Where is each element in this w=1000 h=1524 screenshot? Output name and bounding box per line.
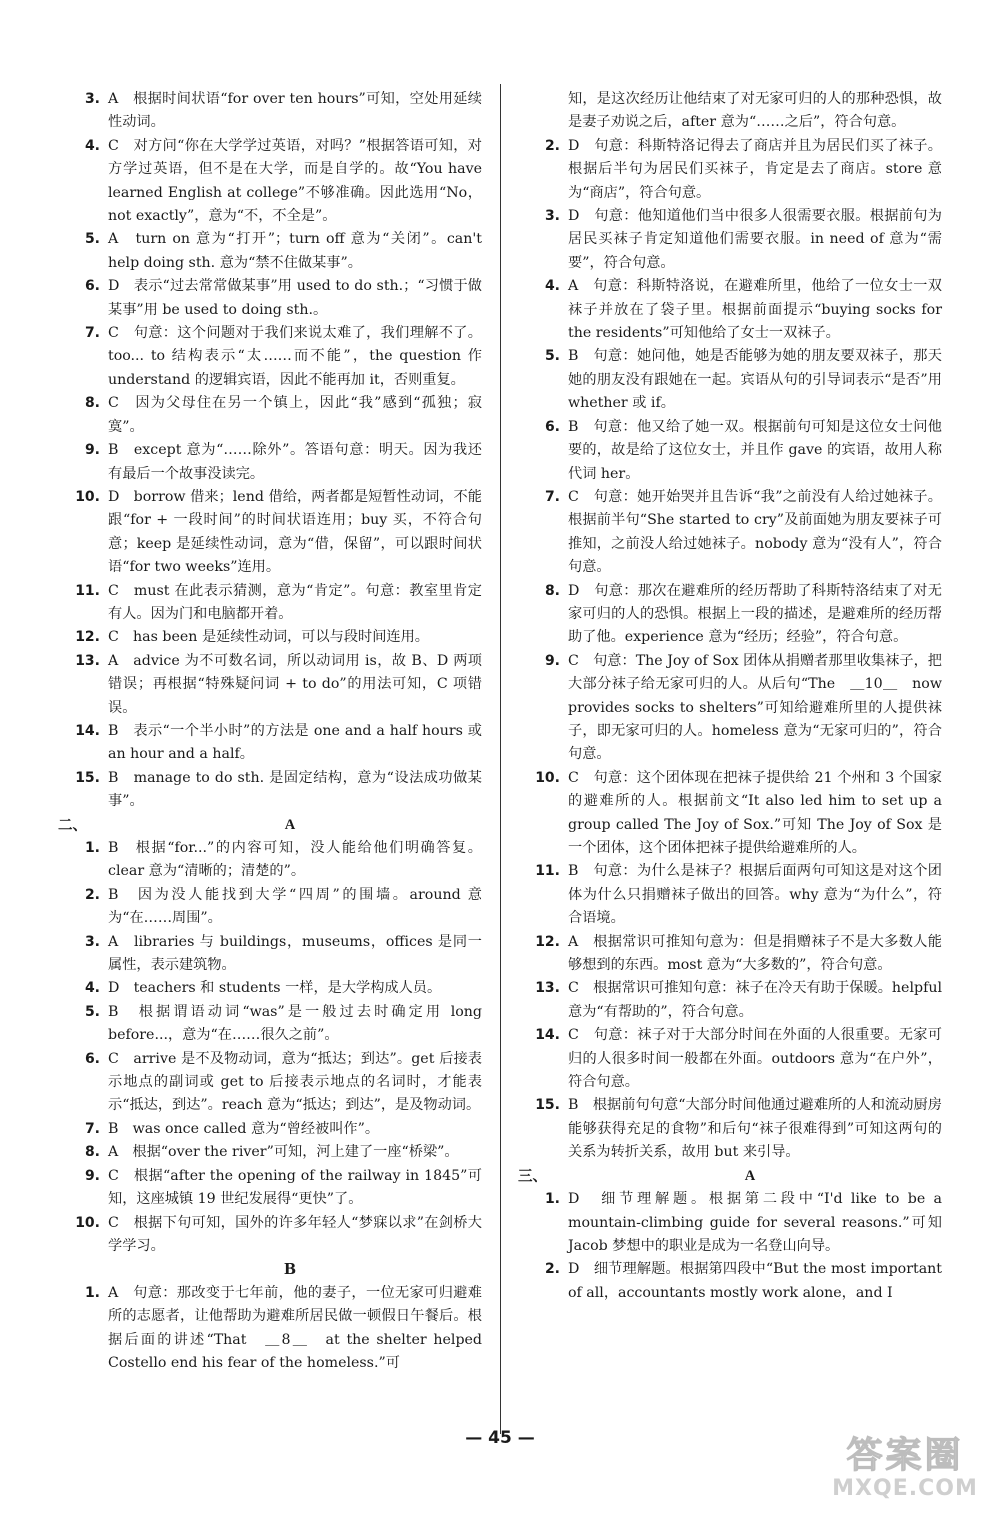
- item-text: C 句意：这个问题对于我们来说太难了，我们理解不了。too... to 结构表示“太……而不能”，the question 作 understand 的逻辑宾语，因此不能再加 it，否则重复。: [108, 325, 482, 388]
- answer-item: [58, 580, 482, 627]
- item-number: 1.: [84, 1284, 100, 1301]
- item-text: C 对方问“你在大学学过英语，对吗？”根据答语可知，对方学过英语，但不是在大学，而是自学的。故“You have learned English at college”不够准确。因此选用“No，not exactly”，意为“不，不全是”。: [108, 137, 482, 225]
- subsection-title: B: [283, 1261, 297, 1279]
- item-number: 11.: [535, 863, 560, 880]
- item-number: 2.: [84, 886, 100, 903]
- item-text: A 根据时间状语“for over ten hours”可知，空处用延续性动词。: [108, 91, 482, 131]
- item-number: 2.: [544, 137, 560, 154]
- item-text: D 表示“过去常常做某事”用 used to do sth.；“习惯于做某事”用 be used to doing sth.。: [108, 278, 482, 318]
- page-number: — 45 —: [465, 1428, 535, 1448]
- item-text: D teachers 和 students 一样，是大学构成人员。: [108, 980, 442, 997]
- section-label: 三、: [518, 1167, 547, 1185]
- item-text: D 句意：他知道他们当中很多人很需要衣服。根据前句为居民买袜子肯定知道他们需要衣服。in need of 意为“需要”，符合句意。: [568, 208, 942, 271]
- item-text: D borrow 借来；lend 借给，两者都是短暂性动词，不能跟“for + 一段时间”的时间状语连用；buy 买，不符合句意；keep 是延续性动词，意为“借，保留”，可以跟时间状语“for two weeks”连用。: [108, 488, 482, 576]
- answer-item: [58, 1212, 482, 1259]
- item-number: 3.: [544, 208, 560, 225]
- answer-item: [518, 931, 942, 978]
- item-text: D 细节理解题。根据第四段中“But the most important of all，accountants mostly work alone，and I: [568, 1261, 942, 1301]
- answer-item: [58, 1141, 482, 1164]
- item-text: A 根据常识可推知句意为：但是捐赠袜子不是大多数人能够想到的东西。most 意为“大多数的”，符合句意。: [568, 933, 942, 974]
- watermark-logo: [830, 1436, 980, 1506]
- answer-item: [58, 1282, 482, 1376]
- item-number: 11.: [75, 582, 100, 599]
- item-number: 7.: [84, 1120, 100, 1137]
- item-number: 4.: [544, 278, 560, 295]
- item-number: 8.: [84, 395, 100, 412]
- answer-item: [518, 416, 942, 486]
- item-number: 13.: [75, 652, 100, 669]
- item-text: C 句意：The Joy of Sox 团体从捐赠者那里收集袜子，把大部分袜子给无家可归的人。从后句“The ＿10＿ now provides socks to shelters”可知给避难所里的人提供袜子，即无家可归的人。homeless 意为“无家可归的”，符合句意。: [568, 652, 942, 763]
- section-title: A: [284, 816, 296, 833]
- item-number: 6.: [84, 1050, 100, 1067]
- item-number: 10.: [535, 769, 560, 786]
- item-text: C 因为父母住在另一个镇上，因此“我”感到“孤独；寂寞”。: [108, 395, 482, 435]
- answer-item: [58, 228, 482, 275]
- watermark-bottom-text: MXQE.COM: [832, 1476, 978, 1501]
- item-text: B was once called 意为“曾经被叫作”。: [108, 1120, 380, 1137]
- section-label: 二、: [58, 816, 87, 834]
- item-number: 15.: [535, 1097, 560, 1114]
- continued-text: 知，是这次经历让他结束了对无家可归的人的那种恐惧，故是妻子劝说之后，after 意为“……之后”，符合句意。: [568, 91, 942, 131]
- item-number: 4.: [84, 980, 100, 997]
- section3-list: [518, 1188, 942, 1305]
- answer-item: [518, 275, 942, 345]
- item-text: C 句意：这个团体现在把袜子提供给 21 个州和 3 个国家的避难所的人。根据前文“It also led him to set up a group called The Joy of Sox.”可知 The Joy of Sox 是一个团体，这个团体把袜子提供给避难所的人。: [568, 769, 942, 856]
- item-text: B 根据谓语动词“was”是一般过去时确定用 long before...，意为“在……很久之前”。: [108, 1003, 482, 1044]
- right-column: [518, 88, 942, 1305]
- section-heading: [518, 1165, 942, 1188]
- item-text: A 句意：那改变于七年前，他的妻子，一位无家可归避难所的志愿者，让他帮助为避难所居民做一顿假日午餐后。根据后面的讲述“That ＿8＿ at the shelter helped Costello end his fear of the homeless.”可: [108, 1284, 482, 1371]
- section1-list: [58, 88, 482, 814]
- answer-item: [518, 1188, 942, 1258]
- item-text: B 根据“for...”的内容可知，没人能给他们明确答复。clear 意为“清晰的；清楚的”。: [108, 840, 482, 880]
- item-text: C has been 是延续性动词，可以与段时间连用。: [108, 629, 429, 646]
- item-number: 5.: [544, 348, 560, 365]
- answer-item: [58, 392, 482, 439]
- answer-item: [58, 650, 482, 720]
- answer-item: [58, 1001, 482, 1048]
- item-text: B 句意：她问他，她是否能够为她的朋友要双袜子，那天她的朋友没有跟她在一起。宾语从句的引导词表示“是否”用 whether 或 if。: [568, 348, 942, 412]
- item-number: 10.: [75, 1214, 100, 1231]
- answer-item: [58, 486, 482, 580]
- answer-item: [58, 884, 482, 931]
- item-number: 7.: [544, 488, 560, 505]
- item-number: 13.: [535, 980, 560, 997]
- answer-item: [518, 1024, 942, 1094]
- answer-item: [58, 275, 482, 322]
- item-text: C 根据常识可推知句意：袜子在冷天有助于保暖。helpful 意为“有帮助的”，符合句意。: [568, 980, 942, 1020]
- item-text: C 根据下句可知，国外的许多年轻人“梦寐以求”在剑桥大学学习。: [108, 1214, 482, 1254]
- answer-item: [58, 837, 482, 884]
- answer-item: [58, 135, 482, 229]
- item-number: 5.: [84, 1003, 100, 1020]
- item-number: 9.: [544, 652, 560, 669]
- item-text: D 细节理解题。根据第二段中“I'd like to be a mountain-climbing guide for several reasons.”可知 Jacob 梦想中的职业是成为一名登山向导。: [568, 1191, 942, 1254]
- watermark-top-text: 答案圈: [846, 1435, 964, 1476]
- answer-item: [518, 135, 942, 205]
- item-number: 7.: [84, 325, 100, 342]
- item-number: 8.: [544, 582, 560, 599]
- item-text: B manage to do sth. 是固定结构，意为“设法成功做某事”。: [108, 769, 482, 810]
- item-text: A turn on 意为“打开”；turn off 意为“关闭”。can't help doing sth. 意为“禁不住做某事”。: [108, 231, 482, 271]
- section2b-list: [518, 135, 942, 1165]
- item-text: C 句意：袜子对于大部分时间在外面的人很重要。无家可归的人很多时间一般都在外面。outdoors 意为“在户外”，符合句意。: [568, 1027, 942, 1091]
- section2-list: [58, 837, 482, 1258]
- item-text: B 句意：他又给了她一双。根据前句可知是这位女士问他要的，故是给了这位女士，并且作 gave 的宾语，故用人称代词 her。: [568, 418, 942, 482]
- item-number: 1.: [84, 840, 100, 856]
- item-text: D 句意：那次在避难所的经历帮助了科斯特洛结束了对无家可归的人的恐惧。根据上一段的描述，是避难所的经历帮助了他。experience 意为“经历；经验”，符合句意。: [568, 582, 942, 646]
- item-number: 9.: [84, 442, 100, 459]
- answer-item: [58, 1048, 482, 1118]
- item-number: 10.: [75, 488, 100, 505]
- section-heading: [58, 814, 482, 837]
- item-text: A libraries 与 buildings，museums，offices 是同一属性，表示建筑物。: [108, 933, 482, 974]
- item-number: 14.: [535, 1027, 560, 1044]
- item-text: B 根据前句句意“大部分时间他通过避难所的人和流动厨房能够获得充足的食物”和后句“袜子很难得到”可知这两句的关系为转折关系，故用 but 来引导。: [568, 1097, 942, 1161]
- item-text: A advice 为不可数名词，所以动词用 is，故 B、D 两项错误；再根据“特殊疑问词 + to do”的用法可知，C 项错误。: [108, 652, 482, 716]
- answer-item: [518, 345, 942, 415]
- answer-item: [518, 1094, 942, 1164]
- left-column: [58, 88, 482, 1375]
- answer-item: [58, 626, 482, 649]
- item-number: 5.: [84, 231, 100, 248]
- answer-item: [518, 486, 942, 580]
- section-title: A: [744, 1167, 756, 1184]
- item-number: 1.: [544, 1191, 560, 1208]
- answer-item: [58, 1118, 482, 1141]
- answer-item: [518, 650, 942, 767]
- item-text: C arrive 是不及物动词，意为“抵达；到达”。get 后接表示地点的副词或 get to 后接表示地点的名词时，才能表示“抵达，到达”。reach 意为“抵达；到达”，是及物动词。: [108, 1050, 482, 1114]
- item-number: 9.: [84, 1167, 100, 1184]
- item-text: A 句意：科斯特洛说，在避难所里，他给了一位女士一双袜子并放在了袋子里。根据前面提示“buying socks for the residents”可知他给了女士一双袜子。: [568, 278, 942, 342]
- answer-item: [58, 1165, 482, 1212]
- answer-item: [58, 977, 482, 1000]
- item-number: 4.: [84, 137, 100, 154]
- answer-item: [58, 931, 482, 978]
- item-number: 8.: [84, 1144, 100, 1161]
- item-number: 2.: [544, 1261, 560, 1278]
- item-text: B 因为没人能找到大学“四周”的围墙。around 意为“在……周围”。: [108, 886, 482, 927]
- item-text: B 表示“一个半小时”的方法是 one and a half hours 或 an hour and a half。: [108, 722, 482, 763]
- item-number: 15.: [75, 769, 100, 786]
- answer-item: [58, 720, 482, 767]
- item-text: C 句意：她开始哭并且告诉“我”之前没有人给过她袜子。根据前半句“She started to cry”及前面她为朋友要袜子可推知，之前没人给过她袜子。nobody 意为“没有人”，符合句意。: [568, 488, 942, 576]
- item-text: C must 在此表示猜测，意为“肯定”。句意：教室里肯定有人。因为门和电脑都开着。: [108, 582, 482, 622]
- answer-item: [58, 322, 482, 392]
- answer-item: [58, 88, 482, 135]
- item-number: 3.: [84, 91, 100, 107]
- answer-item: [58, 439, 482, 486]
- answer-item: [518, 580, 942, 650]
- item-number: 3.: [84, 933, 100, 950]
- answer-item: [518, 1258, 942, 1305]
- item-number: 6.: [84, 278, 100, 295]
- item-number: 12.: [535, 933, 560, 950]
- answer-item: [518, 977, 942, 1024]
- item-number: 14.: [75, 722, 100, 739]
- item-text: A 根据“over the river”可知，河上建了一座“桥梁”。: [108, 1144, 459, 1161]
- answer-item: [518, 767, 942, 861]
- item-text: D 句意：科斯特洛记得去了商店并且为居民们买了袜子。根据后半句为居民们买袜子，肯定是去了商店。store 意为“商店”，符合句意。: [568, 137, 942, 201]
- item-number: 6.: [544, 418, 560, 435]
- answer-item: [518, 205, 942, 275]
- column-divider: [500, 84, 501, 1434]
- item-text: B 句意：为什么是袜子？根据后面两句可知这是对这个团体为什么只捐赠袜子做出的回答。why 意为“为什么”，符合语境。: [568, 863, 942, 927]
- item-number: 12.: [75, 629, 100, 646]
- item-text: B except 意为“……除外”。答语句意：明天。因为我还有最后一个故事没读完。: [108, 442, 482, 482]
- answer-item: [518, 860, 942, 930]
- answer-item: [58, 767, 482, 814]
- item-text: C 根据“after the opening of the railway in 1845”可知，这座城镇 19 世纪发展得“更快”了。: [108, 1167, 482, 1208]
